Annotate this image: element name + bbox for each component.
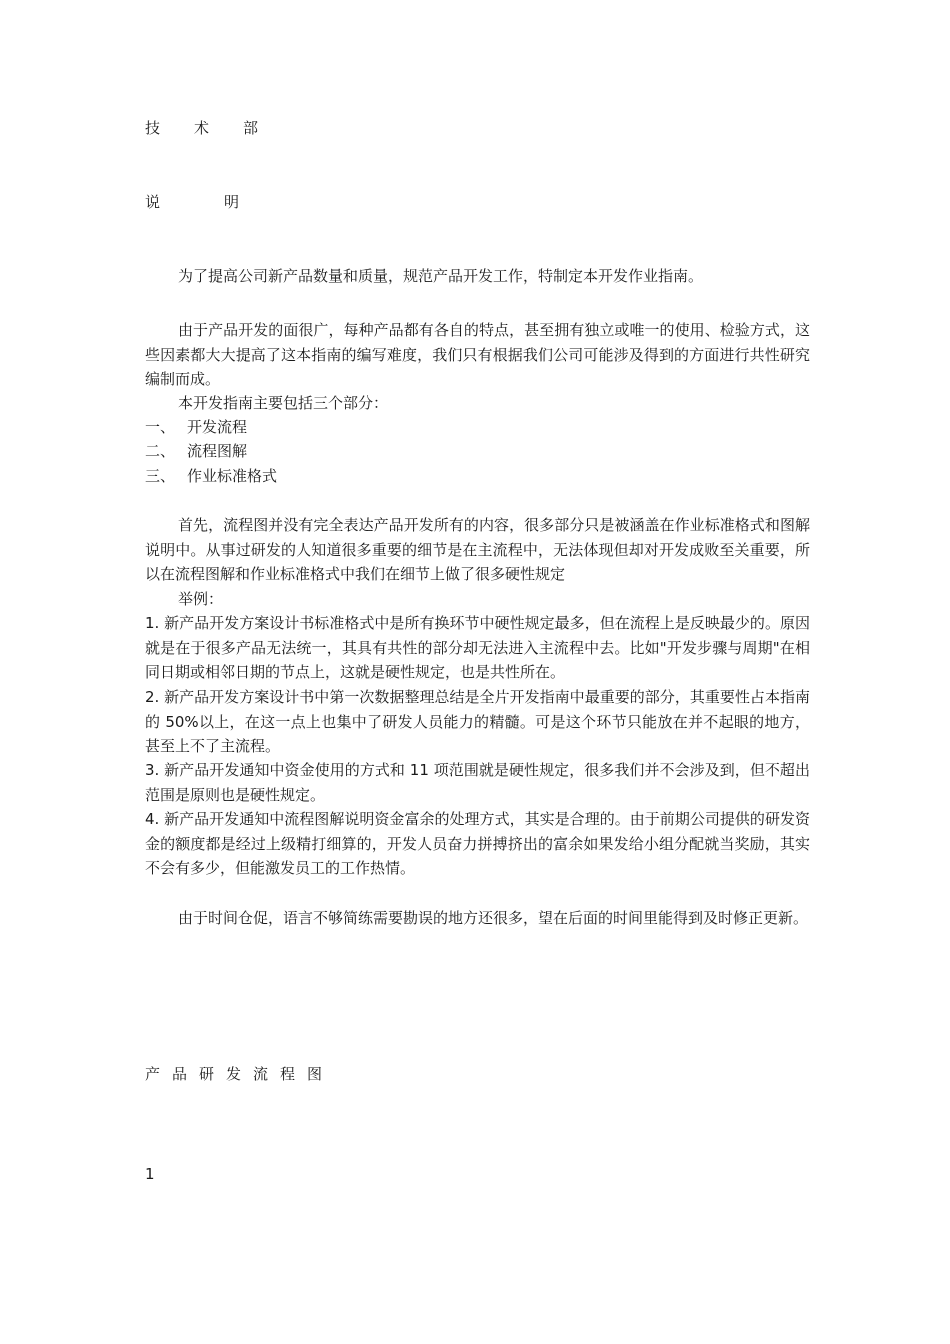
example-item-3: 3. 新产品开发通知中资金使用的方式和 11 项范围就是硬性规定，很多我们并不会涉及到，但不超出范围是原则也是硬性规定。 [145,761,810,804]
part-label: 作业标准格式 [187,467,278,485]
page-number: 1 [145,1165,155,1183]
part-number: 二、 [145,442,176,460]
example-item-2: 2. 新产品开发方案设计书中第一次数据整理总结是全片开发指南中最重要的部分，其重要性占本指南的 50%以上，在这一点上也集中了研发人员能力的精髓。可是这个环节只能放在并不起眼的地方，甚至上不了主流程。 [145,688,810,755]
closing-paragraph: 由于时间仓促，语言不够简练需要勘误的地方还很多，望在后面的时间里能得到及时修正更新。 [178,909,809,927]
part-label: 开发流程 [187,418,248,436]
example-item-4: 4. 新产品开发通知中流程图解说明资金富余的处理方式，其实是合理的。由于前期公司提供的研发资金的额度都是经过上级精打细算的，开发人员奋力拼搏挤出的富余如果发给小组分配就当奖励，其实不会有多少，但能激发员工的工作热情。 [145,810,810,877]
example-label: 举例： [178,590,224,608]
part-list-item [145,439,247,464]
example-item-1: 1. 新产品开发方案设计书标准格式中是所有换环节中硬性规定最多，但在流程上是反映最少的。原因就是在于很多产品无法统一，其具有共性的部分却无法进入主流程中去。比如"开发步骤与周期"在相同日期或相邻日期的节点上，这就是硬性规定，也是共性所在。 [145,614,810,681]
body-paragraph-4: 首先，流程图并没有完全表达产品开发所有的内容，很多部分只是被涵盖在作业标准格式和图解说明中。从事过研发的人知道很多重要的细节是在主流程中，无法体现但却对开发成败至关重要，所以在流程图解和作业标准格式中我们在细节上做了很多硬性规定 [145,516,810,583]
intro-paragraph-2: 由于产品开发的面很广，每种产品都有各自的特点，甚至拥有独立或唯一的使用、检验方式，这些因素都大大提高了这本指南的编写难度，我们只有根据我们公司可能涉及得到的方面进行共性研究编制而成。 [145,321,810,388]
part-number: 一、 [145,418,176,436]
intro-paragraph-3: 本开发指南主要包括三个部分： [178,394,389,412]
part-list-item [145,464,277,489]
part-label: 流程图解 [187,442,248,460]
intro-paragraph-1: 为了提高公司新产品数量和质量，规范产品开发工作，特制定本开发作业指南。 [178,267,704,285]
section-title: 说明 [145,193,304,211]
part-list-item [145,415,247,440]
flowchart-heading: 产品研发流程图 [145,1065,335,1083]
department-heading: 技术部 [145,119,293,137]
part-number: 三、 [145,467,176,485]
